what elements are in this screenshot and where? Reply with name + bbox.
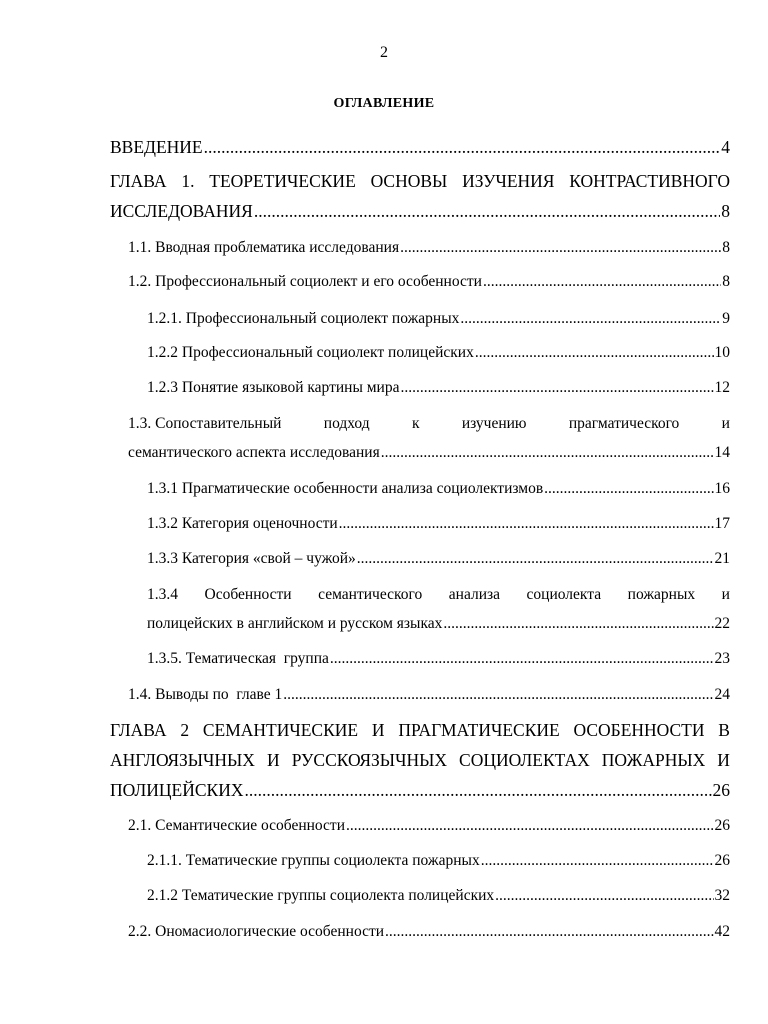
toc-word: 1.3.4	[147, 586, 178, 603]
toc-word: пожарных	[627, 586, 696, 603]
toc-word: И	[267, 750, 280, 770]
toc-word: ПОЖАРНЫХ	[601, 750, 706, 770]
toc-word: ОСНОВЫ	[370, 171, 448, 191]
toc-word: ТЕОРЕТИЧЕСКИЕ	[209, 171, 356, 191]
dot-leader	[330, 648, 714, 670]
dot-leader	[254, 200, 720, 222]
toc-word: к	[411, 415, 420, 432]
toc-entry-title: 1.3.3 Категория «свой – чужой»	[147, 550, 356, 567]
toc-word: прагматического	[568, 415, 680, 432]
dot-leader	[381, 442, 714, 464]
dot-leader	[483, 271, 721, 293]
toc-entry-page: 26	[714, 817, 730, 834]
dot-leader	[475, 342, 714, 364]
toc-entry-title: 1.3.1 Прагматические особенности анализа социолектизмов	[147, 480, 544, 497]
toc-heading: ОГЛАВЛЕНИЕ	[333, 96, 435, 111]
toc-entry-title: 1.3.2 Категория оценочности	[147, 515, 338, 532]
toc-entry-page: 8	[722, 239, 730, 256]
toc-word: КОНТРАСТИВНОГО	[569, 171, 730, 191]
dot-leader	[357, 548, 714, 570]
toc-word: социолекта	[526, 586, 602, 603]
toc-word: 1.	[181, 171, 195, 191]
toc-word: 1.3. Сопоставительный	[128, 415, 282, 432]
toc-word: изучению	[461, 415, 527, 432]
dot-leader	[204, 136, 721, 158]
toc-entry-title: 1.2.1. Профессиональный социолект пожарных	[147, 310, 460, 327]
page-number: 2	[380, 44, 388, 61]
toc-entry-title: 1.2. Профессиональный социолект и его особенности	[128, 273, 482, 290]
toc-word: СЕМАНТИЧЕСКИЕ	[202, 720, 359, 740]
dot-leader	[339, 513, 714, 535]
dot-leader	[460, 308, 721, 330]
toc-entry-page: 17	[714, 515, 730, 532]
toc-entry-page: 10	[714, 344, 730, 361]
toc-entry-title: полицейских в английском и русском языках	[147, 615, 443, 632]
toc-entry-title: семантического аспекта исследования	[128, 444, 380, 461]
toc-entry-title: 2.1.2 Тематические группы социолекта полицейских	[147, 887, 495, 904]
toc-entry-page: 32	[714, 887, 730, 904]
dot-leader	[245, 779, 712, 801]
toc-entry-page: 26	[712, 780, 730, 800]
dot-leader	[544, 478, 713, 500]
toc-entry-title: 2.2. Ономасиологические особенности	[128, 923, 385, 940]
toc-entry-page: 14	[714, 444, 730, 461]
dot-leader	[283, 684, 713, 706]
toc-entry-page: 26	[714, 852, 730, 869]
toc-word: СОЦИОЛЕКТАХ	[459, 750, 590, 770]
toc-entry-page: 8	[721, 201, 730, 221]
toc-entry-title: ИССЛЕДОВАНИЯ	[110, 201, 253, 221]
dot-leader	[495, 885, 713, 907]
toc-word: ИЗУЧЕНИЯ	[462, 171, 555, 191]
toc-entry-title: 2.1.1. Тематические группы социолекта пожарных	[147, 852, 480, 869]
dot-leader	[385, 921, 713, 943]
toc-entry-page: 24	[714, 686, 730, 703]
dot-leader	[346, 815, 714, 837]
toc-entry-title: 1.3.5. Тематическая группа	[147, 650, 329, 667]
toc-entry-page: 42	[714, 923, 730, 940]
toc-word: ОСОБЕННОСТИ	[573, 720, 705, 740]
toc-entry-page: 21	[714, 550, 730, 567]
dot-leader	[481, 850, 714, 872]
toc-entry-page: 22	[714, 615, 730, 632]
toc-word: семантического	[318, 586, 423, 603]
toc-word: 2	[180, 720, 190, 740]
toc-entry-title: 1.4. Выводы по главе 1	[128, 686, 283, 703]
toc-word: И	[371, 720, 385, 740]
toc-word: анализа	[448, 586, 500, 603]
toc-word: В	[718, 720, 730, 740]
toc-entry-page: 12	[714, 379, 730, 396]
toc-entry-title: 1.2.2 Профессиональный социолект полицейских	[147, 344, 474, 361]
toc-entry-page: 9	[722, 310, 730, 327]
toc-entry-title: 1.1. Вводная проблематика исследования	[128, 239, 400, 256]
toc-word: РУССКОЯЗЫЧНЫХ	[291, 750, 447, 770]
toc-entry-title: 1.2.3 Понятие языковой картины мира	[147, 379, 400, 396]
toc-entry-page: 23	[714, 650, 730, 667]
toc-entry-title: ПОЛИЦЕЙСКИХ	[110, 780, 244, 800]
toc-word: и	[721, 586, 730, 603]
dot-leader	[443, 613, 713, 635]
toc-entry-page: 4	[721, 137, 730, 157]
toc-entry-page: 8	[722, 273, 730, 290]
toc-word: АНГЛОЯЗЫЧНЫХ	[110, 750, 255, 770]
toc-entry-title: ВВЕДЕНИЕ	[110, 137, 203, 157]
toc-entry-page: 16	[714, 480, 730, 497]
toc-word: ПРАГМАТИЧЕСКИЕ	[398, 720, 560, 740]
toc-word: ГЛАВА	[110, 720, 167, 740]
dot-leader	[400, 237, 721, 259]
toc-word: И	[717, 750, 730, 770]
toc-word: Особенности	[204, 586, 292, 603]
toc-word: и	[721, 415, 730, 432]
dot-leader	[400, 377, 713, 399]
toc-word: подход	[323, 415, 370, 432]
toc-word: ГЛАВА	[110, 171, 167, 191]
toc-entry-title: 2.1. Семантические особенности	[128, 817, 345, 834]
